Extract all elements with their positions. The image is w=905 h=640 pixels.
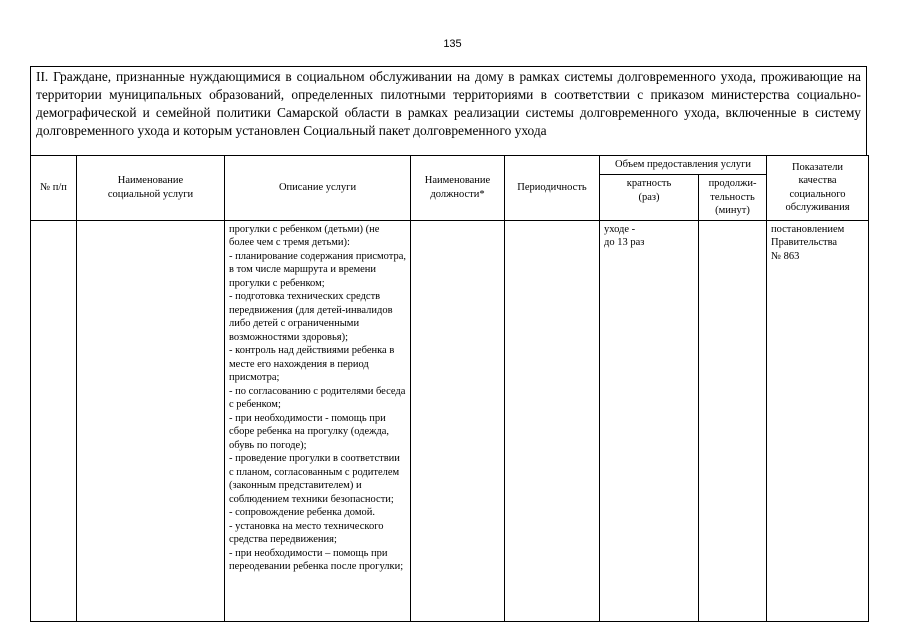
description-line: - установка на место технического средства передвижения; [229,520,384,545]
cell-num [31,220,77,621]
description-line: - контроль над действиями ребенка в месте его нахождения в период присмотра; [229,345,395,383]
description-line: - проведение прогулки в соответствии с планом, согласованным с родителем (законным представителем) и соблюдением техники безопасности; [229,453,400,505]
col-header-name: Наименование социальной услуги [77,156,225,221]
col-header-description: Описание услуги [225,156,411,221]
col-header-num: № п/п [31,156,77,221]
services-table [30,155,869,622]
section-heading: II. Граждане, признанные нуждающимися в социальном обслуживании на дому в рамках системы долговременного ухода, проживающие на территории муниципальных образований, определенных пилотными территориями в соответствии с приказом министерства социально-демографической и семейной политики Самарской области в рамках реализации системы долговременного ухода, включенные в систему долговременного ухода и которым установлен Социальный пакет долговременного ухода [30,66,867,155]
description-line: - сопровождение ребенка домой. [229,507,375,518]
cell-name [77,220,225,621]
table-row [31,220,869,621]
col-header-duration: продолжи- тельность (минут) [699,175,767,221]
col-header-position: Наименование должности* [411,156,505,221]
cell-periodicity [505,220,600,621]
col-header-periodicity: Периодичность [505,156,600,221]
description-line: - при необходимости - помощь при сборе ребенка на прогулку (одежда, обувь по погоде); [229,412,390,451]
page-number: 135 [443,38,462,50]
cell-frequency: уходе - до 13 раз [600,220,699,621]
cell-quality: постановлением Правительства № 863 [767,220,869,621]
col-header-quality: Показатели качества социального обслуживания [767,156,869,221]
description-line: прогулки с ребенком (детьми) (не более чем с тремя детьми): [229,223,380,248]
header-row-1 [31,156,869,175]
cell-description [225,220,411,621]
cell-position [411,220,505,621]
description-line: - по согласованию с родителями беседа с ребенком; [229,385,406,410]
cell-duration [699,220,767,621]
col-header-volume: Объем предоставления услуги [600,156,767,175]
description-line: - подготовка технических средств передвижения (для детей-инвалидов либо детей с ограниченными возможностями здоровья); [229,291,393,343]
col-header-frequency: кратность (раз) [600,175,699,221]
description-line: - планирование содержания присмотра, в том числе маршрута и времени прогулки с ребенком; [229,250,407,289]
description-line: - при необходимости – помощь при переодевании ребенка после прогулки; [229,547,404,572]
